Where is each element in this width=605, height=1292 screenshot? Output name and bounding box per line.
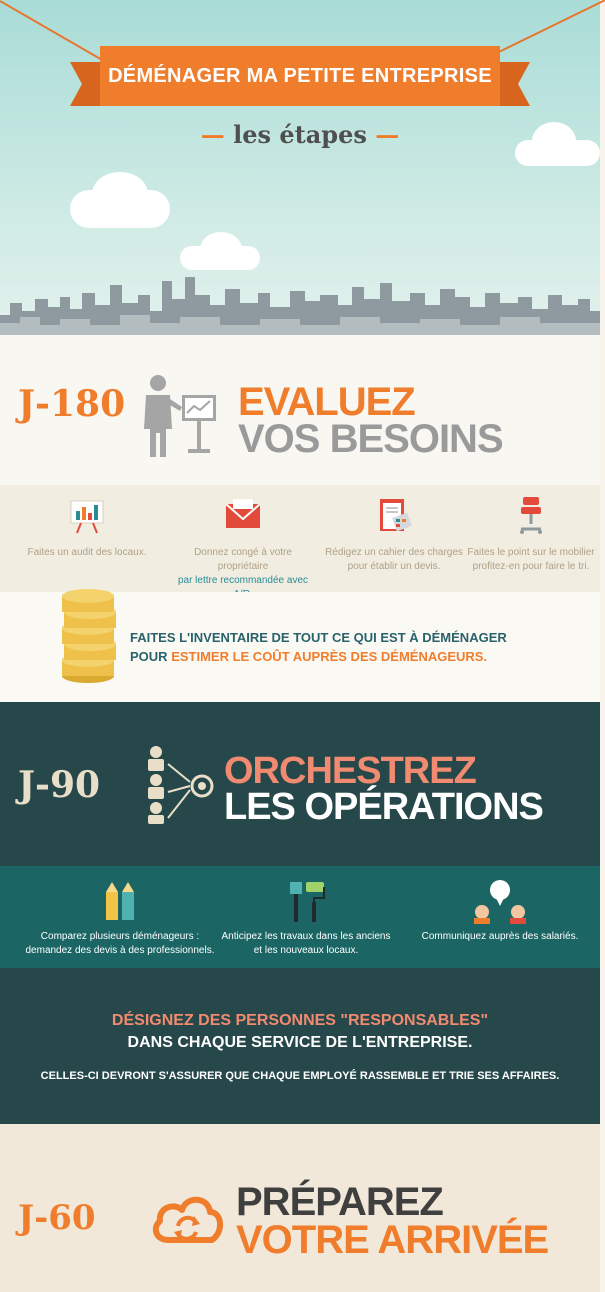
tip-compare-text2: demandez des devis à des professionnels. bbox=[25, 945, 215, 956]
j60-title-line1: PRÉPAREZ bbox=[236, 1180, 443, 1224]
pencils-icon bbox=[100, 880, 140, 924]
responsables-line3: CELLES-CI DEVRONT S'ASSURER QUE CHAQUE EMPLOYÉ RASSEMBLE ET TRIE SES AFFAIRES. bbox=[40, 1070, 560, 1082]
tip-works-text: Anticipez les travaux dans les anciens bbox=[221, 931, 391, 942]
tip-specs bbox=[324, 495, 464, 574]
office-chair-icon bbox=[511, 495, 551, 535]
tip-notice bbox=[168, 495, 318, 602]
tip-communicate-text: Communiquez auprès des salariés. bbox=[421, 931, 579, 942]
j90-label: J-90 bbox=[18, 764, 101, 806]
inventory-line2-b: ESTIMER LE COÛT AUPRÈS DES DÉMÉNAGEURS. bbox=[171, 649, 488, 664]
cloud-left-puff bbox=[92, 172, 148, 216]
banner-title: DÉMÉNAGER MA PETITE ENTREPRISE bbox=[100, 46, 500, 106]
envelope-icon bbox=[223, 495, 263, 535]
inventory-text bbox=[130, 628, 507, 666]
subtitle-dash-right: — bbox=[375, 120, 400, 149]
j180-inventory-section bbox=[0, 592, 600, 702]
tip-compare bbox=[20, 880, 220, 958]
j180-tips-strip bbox=[0, 485, 600, 592]
speech-people-icon bbox=[472, 880, 528, 924]
j90-responsables-section bbox=[0, 968, 600, 1124]
subtitle-text: les étapes bbox=[233, 120, 367, 149]
subtitle bbox=[0, 120, 600, 149]
coins-stack-icon bbox=[58, 586, 118, 686]
tip-furniture bbox=[466, 495, 596, 574]
tip-communicate bbox=[410, 880, 590, 944]
j60-title-line2: VOTRE ARRIVÉE bbox=[236, 1218, 549, 1262]
tip-works bbox=[216, 880, 396, 958]
j90-title-line1: ORCHESTREZ bbox=[224, 750, 476, 792]
tip-notice-text: Donnez congé à votre propriétaire bbox=[194, 547, 292, 572]
j180-label: J-180 bbox=[18, 383, 126, 425]
j180-section bbox=[0, 335, 600, 485]
tip-notice-highlight: par lettre recommandée avec bbox=[177, 575, 309, 586]
cloud-center-puff bbox=[200, 232, 242, 266]
tip-audit-text: Faites un audit des locaux. bbox=[27, 547, 147, 558]
j90-section bbox=[0, 702, 600, 866]
tip-furniture-text2: profitez-en pour faire le tri. bbox=[472, 561, 590, 572]
banner-rope-left bbox=[0, 0, 113, 67]
responsables-line2: DANS CHAQUE SERVICE DE L'ENTREPRISE. bbox=[127, 1034, 473, 1051]
j180-title-line1: EVALUEZ bbox=[238, 380, 415, 424]
team-target-icon bbox=[140, 744, 220, 824]
responsables-line1: DÉSIGNEZ DES PERSONNES "RESPONSABLES" bbox=[111, 1012, 489, 1029]
paint-roller-icon bbox=[286, 880, 326, 924]
businessman-presenting-icon bbox=[138, 373, 228, 459]
city-skyline bbox=[0, 275, 600, 335]
j90-tips-strip bbox=[0, 866, 600, 968]
inventory-line2-a: POUR bbox=[130, 649, 168, 664]
inventory-line2 bbox=[130, 647, 507, 666]
tip-works-text2: et les nouveaux locaux. bbox=[253, 945, 359, 956]
tip-furniture-text: Faites le point sur le mobilier bbox=[467, 547, 595, 558]
subtitle-dash-left: — bbox=[200, 120, 225, 149]
tip-compare-text: Comparez plusieurs déménageurs : bbox=[40, 931, 200, 942]
tip-specs-text: Rédigez un cahier des charges bbox=[325, 547, 463, 558]
clipboard-icon bbox=[374, 495, 414, 535]
j60-label: J-60 bbox=[18, 1198, 96, 1238]
j60-section bbox=[0, 1124, 600, 1292]
tip-audit bbox=[22, 495, 152, 560]
cloud-sync-icon bbox=[150, 1188, 224, 1248]
j90-title-line2: LES OPÉRATIONS bbox=[224, 786, 543, 828]
presentation-board-icon bbox=[67, 495, 107, 535]
j180-title-line2: VOS BESOINS bbox=[238, 417, 503, 461]
hero-section bbox=[0, 0, 600, 335]
inventory-line1: FAITES L'INVENTAIRE DE TOUT CE QUI EST À DÉMÉNAGER bbox=[130, 630, 507, 645]
tip-specs-text2: pour établir un devis. bbox=[347, 561, 441, 572]
